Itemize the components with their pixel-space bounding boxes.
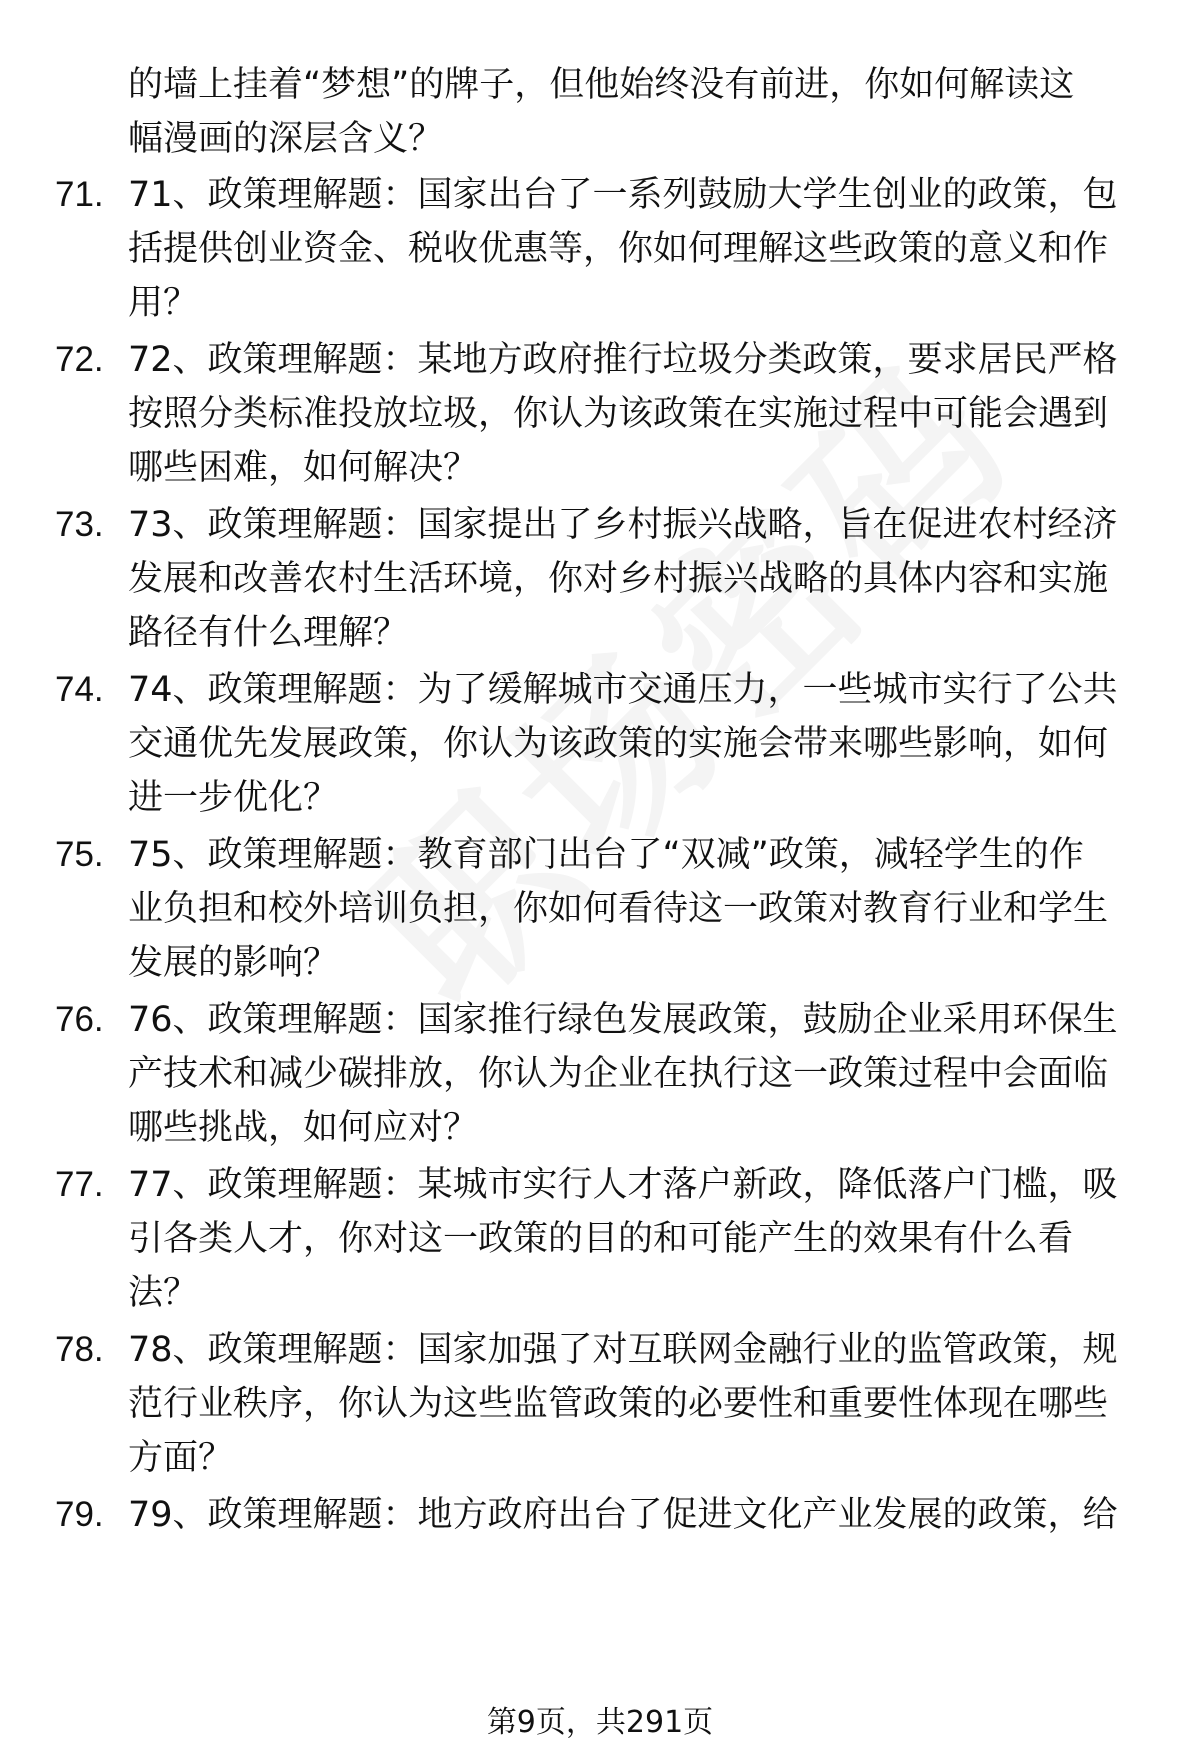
item-text: 71、政策理解题：国家出台了一系列鼓励大学生创业的政策，包 括提供创业资金、税收优惠等，你如何理解这些政策的意义和作 用？ xyxy=(128,175,1118,323)
item-number: 79. xyxy=(55,1495,104,1534)
item-text: 的墙上挂着“梦想”的牌子，但他始终没有前进，你如何解读这 幅漫画的深层含义？ xyxy=(128,65,1075,159)
item-number: 73. xyxy=(55,505,104,544)
item-text: 76、政策理解题：国家推行绿色发展政策，鼓励企业采用环保生 产技术和减少碳排放，你认为企业在执行这一政策过程中会面临 哪些挑战，如何应对？ xyxy=(128,1000,1118,1148)
item-number: 76. xyxy=(55,1000,104,1039)
page-footer: 第9页，共291页 xyxy=(486,1705,714,1740)
item-text: 79、政策理解题：地方政府出台了促进文化产业发展的政策，给 xyxy=(128,1495,1118,1535)
item-text: 78、政策理解题：国家加强了对互联网金融行业的监管政策，规 范行业秩序，你认为这些监管政策的必要性和重要性体现在哪些 方面？ xyxy=(128,1330,1118,1478)
item-text: 75、政策理解题：教育部门出台了“双减”政策，减轻学生的作 业负担和校外培训负担，你如何看待这一政策对教育行业和学生 发展的影响？ xyxy=(128,835,1109,983)
item-number: 78. xyxy=(55,1330,104,1369)
item-number: 77. xyxy=(55,1165,104,1204)
item-number: 72. xyxy=(55,340,104,379)
item-text: 72、政策理解题：某地方政府推行垃圾分类政策，要求居民严格 按照分类标准投放垃圾，你认为该政策在实施过程中可能会遇到 哪些困难，如何解决？ xyxy=(128,340,1118,488)
item-number: 71. xyxy=(55,175,104,214)
item-text: 77、政策理解题：某城市实行人才落户新政，降低落户门槛，吸 引各类人才，你对这一政策的目的和可能产生的效果有什么看 法？ xyxy=(128,1165,1118,1313)
item-number: 75. xyxy=(55,835,104,874)
item-number: 74. xyxy=(55,670,104,709)
item-text: 74、政策理解题：为了缓解城市交通压力，一些城市实行了公共 交通优先发展政策，你认为该政策的实施会带来哪些影响，如何 进一步优化？ xyxy=(128,670,1118,818)
item-text: 73、政策理解题：国家提出了乡村振兴战略，旨在促进农村经济 发展和改善农村生活环境，你对乡村振兴战略的具体内容和实施 路径有什么理解？ xyxy=(128,505,1118,653)
